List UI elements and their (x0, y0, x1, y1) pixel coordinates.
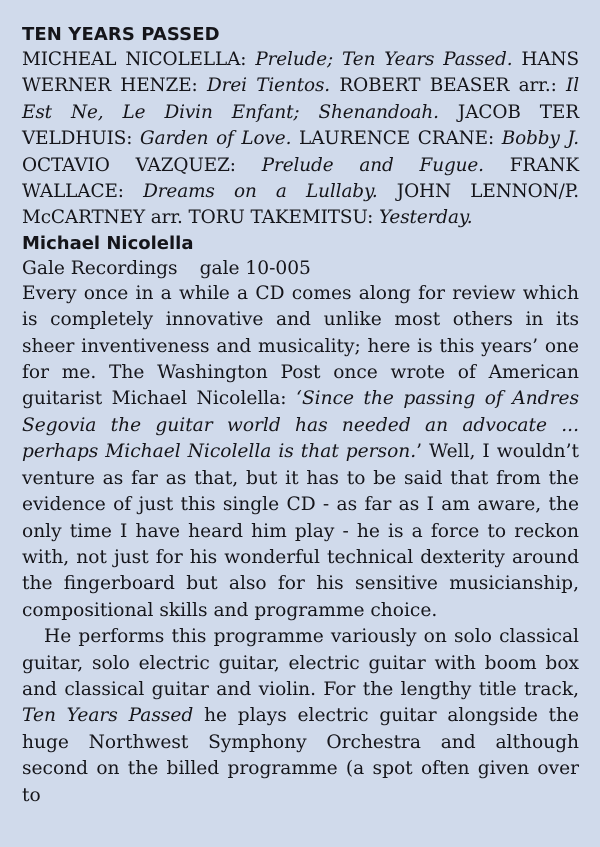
programme-segment: Yesterday. (378, 207, 473, 229)
paragraph-segment: He performs this programme variously on solo classical guitar, solo electric guitar, electric guitar with boom box and classical guitar and violin. For the lengthy title track, (22, 626, 579, 700)
review-paragraph-1 (22, 281, 579, 624)
programme-segment: JACOB TER VELDHUIS: (22, 101, 579, 150)
paragraph-segment: Every once in a while a CD comes along for review which is completely innovative and unlike most others in its sheer inventiveness and musicality; here is this years’ one for me. The Washington Post once wrote of American guitarist Michael Nicolella: (22, 282, 579, 410)
programme-segment: MICHEAL NICOLELLA: (22, 49, 256, 70)
review-title: TEN YEARS PASSED (22, 24, 220, 45)
programme-segment: LAURENCE CRANE: (291, 128, 502, 150)
review-paragraph-2 (22, 624, 579, 809)
programme-segment: ROBERT BEASER arr.: (330, 75, 567, 97)
programme-segment: HANS WERNER HENZE: (22, 49, 579, 97)
paragraph-segment: he plays electric guitar alongside the huge Northwest Symphony Orchestra and although second on the billed programme (a spot often given over to (22, 705, 580, 806)
programme-segment: Il Est Ne, Le Divin Enfant; Shenandoah. (22, 75, 579, 123)
programme-segment: Dreams on a Lullaby. (143, 181, 378, 203)
programme-segment: Prelude; Ten Years Passed. (255, 49, 513, 70)
performer-name: Michael Nicolella (22, 232, 194, 254)
paragraph-segment: ’ Well, I wouldn’t venture as far as that, but it has to be said that from the evidence of just this single CD - as far as I am aware, the only time I have heard him play - he is a force to reckon with, not just for his wonderful technical dexterity around the fingerboard but also for his sensitive musicianship, compositional skills and programme choice. (22, 441, 579, 621)
programme-segment: Bobby J. (501, 128, 580, 150)
paragraph-segment: ‘Since the passing of Andres Segovia the guitar world has needed an advocate ... perhaps Michael Nicolella is that person. (22, 388, 580, 463)
programme-segment: Garden of Love. (140, 128, 292, 150)
label-line (22, 256, 579, 281)
catalogue-number: gale 10-005 (199, 257, 311, 279)
programme-segment: JOHN LENNON/P. McCARTNEY arr. TORU TAKEMITSU: (22, 181, 579, 229)
programme-list (22, 47, 579, 232)
programme-segment: FRANK WALLACE: (22, 154, 579, 203)
record-label: Gale Recordings (22, 257, 178, 279)
paragraph-segment: Ten Years Passed (22, 705, 194, 727)
programme-segment: Drei Tientos. (206, 75, 331, 97)
programme-segment: OCTAVIO VAZQUEZ: (22, 154, 262, 176)
programme-segment: Prelude and Fugue. (261, 154, 484, 176)
